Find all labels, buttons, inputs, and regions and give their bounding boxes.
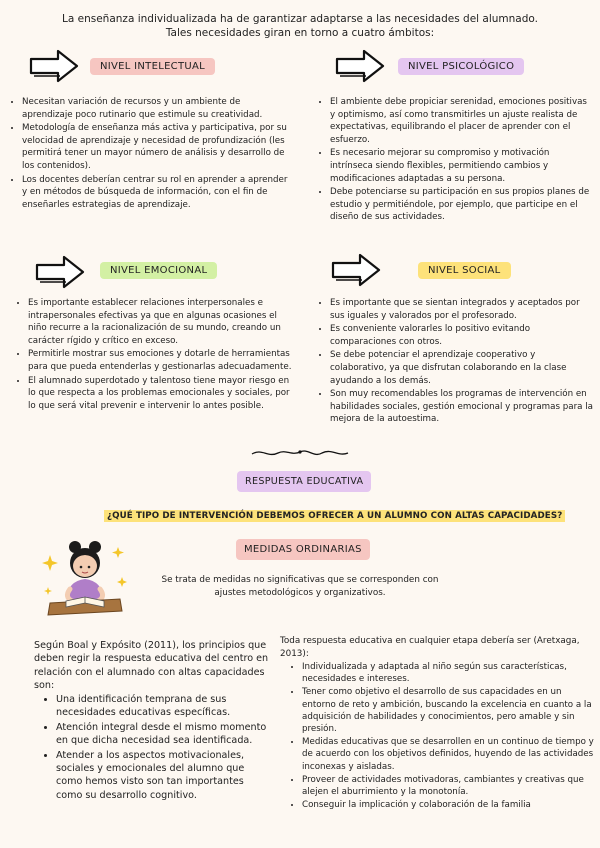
intro-text [40,12,560,40]
list-item: • Permitirle mostrar sus emociones y dotarle de herramientas para que pueda entenderlas y gestionarlas adecuadamente. [28,348,292,373]
list-item: • Son muy recomendables los programas de intervención en habilidades sociales, gestión emocional y programas para la mejora de la autoestima. [330,388,594,426]
list-item: • Medidas educativas que se desarrollen en un continuo de tiempo y de acuerdo con los objetivos definidos, huyendo de las actividades inconexas y aisladas. [302,736,595,773]
toda-respuesta-intro: Toda respuesta educativa en cualquier etapa debería ser (Aretxaga, 2013): [280,636,580,659]
arrow-right-icon [28,48,80,84]
studying-girl-illustration [42,537,128,619]
nivel-intelectual-title: NIVEL INTELECTUAL [90,58,215,75]
list-item: • Es conveniente valorarles lo positivo evitando comparaciones con otros. [330,323,594,348]
squiggle-divider-icon [250,444,350,462]
arrow-right-icon [330,252,382,288]
list-item: • El alumnado superdotado y talentoso tiene mayor riesgo en lo que respecta a los problemas emocionales y sociales, por lo que será vital prevenir e intervenir lo antes posible. [28,375,292,413]
medidas-ordinarias-description: Se trata de medidas no significativas que se corresponden con ajustes metodológicos y organizativos. [161,575,439,598]
list-item: • Los docentes deberían centrar su rol en aprender a aprender y en métodos de búsqueda de información, con el fin de enseñarles estrategias de aprendizaje. [22,174,290,212]
intro-line-1: La enseñanza individualizada ha de garantizar adaptarse a las necesidades del alumnado. [62,13,538,25]
toda-respuesta-list [290,661,595,812]
arrow-right-icon [334,48,386,84]
nivel-social-list [316,297,594,427]
arrow-right-icon [34,254,86,290]
nivel-psicologico-title: NIVEL PSICOLÓGICO [398,58,524,75]
list-item: • Es necesario mejorar su compromiso y motivación intrínseca siendo flexibles, permitiendo cambios y modificaciones adaptadas a su persona. [330,147,594,185]
nivel-emocional-title: NIVEL EMOCIONAL [100,262,217,279]
list-item: • Es importante que se sientan integrados y aceptados por sus iguales y valorados por el profesorado. [330,297,594,322]
intro-line-2: Tales necesidades giran en torno a cuatro ámbitos: [165,27,435,39]
list-item: • Atender a los aspectos motivacionales, sociales y emocionales del alumno que como hemos visto son tan importantes como su desarrollo cognitivo. [56,749,270,803]
list-item: • Tener como objetivo el desarrollo de sus capacidades en un entorno de reto y ambición, buscando la excelencia en cuanto a la adquisición de habilidades y conocimientos, pero amable y sin presión. [302,686,595,735]
list-item: • Es importante establecer relaciones interpersonales e intrapersonales efectivas ya que en algunas ocasiones el niño recurre a la racionalización de su mundo, creando un carácter rígido y crítico en exceso. [28,297,292,347]
boal-principles-list [40,693,270,803]
boal-intro-text: Según Boal y Expósito (2011), los principios que deben regir la respuesta educativa del centro en relación con el alumnado con altas capacidades son: [34,640,269,692]
list-item: • Se debe potenciar el aprendizaje cooperativo y colaborativo, ya que disfrutan colaborando en la clase ayudando a los demás. [330,349,594,387]
list-item: • Debe potenciarse su participación en sus propios planes de estudio y permitiéndole, por ejemplo, que participe en el diseño de sus actividades. [330,186,594,224]
list-item: • El ambiente debe propiciar serenidad, emociones positivas y optimismo, así como transmitirles un ajuste realista de expectativas, equilibrando el placer de aprender con el esfuerzo. [330,96,594,146]
list-item: • Metodología de enseñanza más activa y participativa, por su velocidad de aprendizaje y necesidad de profundización (les permitirá tener un mayor número de análisis y desarrollo de los contenidos). [22,122,290,172]
nivel-emocional-list [14,297,292,413]
intervention-question: ¿QUÉ TIPO DE INTERVENCIÓN DEBEMOS OFRECER A UN ALUMNO CON ALTAS CAPACIDADES? [104,510,565,522]
list-item: • Individualizada y adaptada al niño según sus características, necesidades e intereses. [302,661,595,685]
list-item: • Necesitan variación de recursos y un ambiente de aprendizaje poco rutinario que estimule su creatividad. [22,96,290,121]
respuesta-educativa-title: RESPUESTA EDUCATIVA [237,471,371,492]
list-item: • Conseguir la implicación y colaboración de la familia [302,799,595,811]
nivel-psicologico-list [316,96,594,225]
nivel-social-title: NIVEL SOCIAL [418,262,511,279]
list-item: • Atención integral desde el mismo momento en que dicha necesidad sea identificada. [56,721,270,748]
nivel-intelectual-list [8,96,290,212]
list-item: • Proveer de actividades motivadoras, cambiantes y creativas que alejen el aburrimiento y la monotonía. [302,774,595,798]
list-item: • Una identificación temprana de sus necesidades educativas específicas. [56,693,270,720]
medidas-ordinarias-title: MEDIDAS ORDINARIAS [236,539,370,560]
